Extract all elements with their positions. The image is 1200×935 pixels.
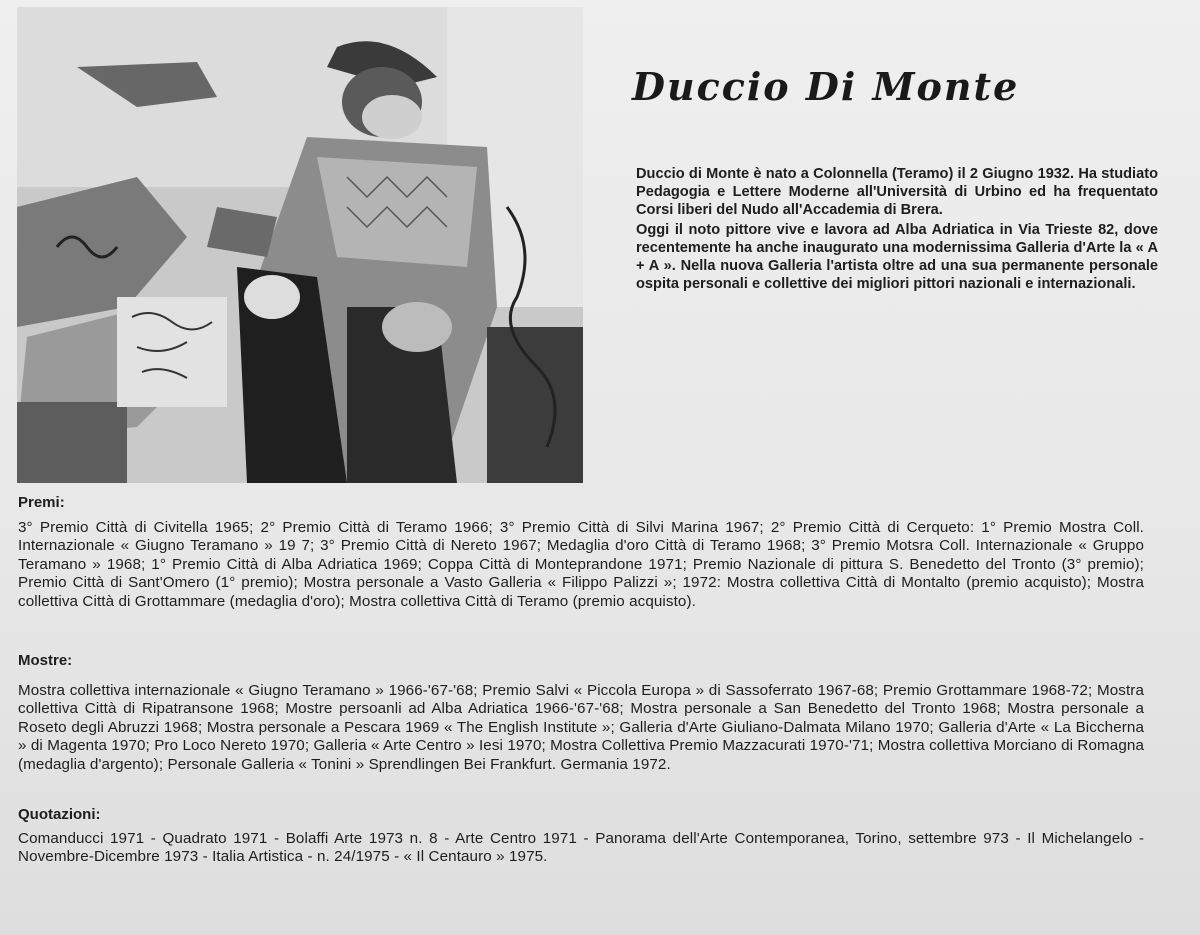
- bio-paragraph-2: Oggi il noto pittore vive e lavora ad Alba Adriatica in Via Trieste 82, dove recentemente ha anche inaugurato una modernissima Galleria d'Arte la « A + A ». Nella nuova Galleria l'artista oltre ad una sua permanente personale ospita personali e collettive dei migliori pittori nazionali e internazionali.: [636, 222, 1158, 292]
- artwork-photo: [17, 7, 583, 483]
- artist-name-title: Duccio Di Monte: [632, 64, 1020, 109]
- mostre-heading: Mostre:: [18, 652, 73, 669]
- painting-image: [17, 7, 583, 483]
- quotazioni-text: Comanducci 1971 - Quadrato 1971 - Bolaffi Arte 1973 n. 8 - Arte Centro 1971 - Panorama dell'Arte Contemporanea, Torino, settembre 973 - Il Michelangelo - Novembre-Dicembre 1973 - Italia Artistica - n. 24/1975 - « Il Centauro » 1975.: [18, 830, 1144, 866]
- mostre-text: Mostra collettiva internazionale « Giugno Teramano » 1966-'67-'68; Premio Salvi « Piccola Europa » di Sassoferrato 1967-68; Premio Grottammare 1968-72; Mostra collettiva Città di Ripatransone 1968; Mostre persoanli ad Alba Adriatica 1966-'67-'68; Mostra personale a San Benedetto del Tronto 1968; Mostra personale a Roseto degli Abruzzi 1968; Mostra personale a Pescara 1969 « The English Institute »; Galleria d'Arte Giuliano-Dalmata Milano 1970; Galleria d'Arte « La Biccherna » di Magenta 1970; Pro Loco Nereto 1970; Galleria « Arte Centro » Iesi 1970; Mostra Collettiva Premio Mazzacurati 1970-'71; Mostra collettiva Morciano di Romagna (medaglia d'argento); Personale Galleria « Tonini » Sprendlingen Bei Frankfurt. Germania 1972.: [18, 682, 1144, 773]
- premi-heading: Premi:: [18, 494, 65, 511]
- premi-text: 3° Premio Città di Civitella 1965; 2° Premio Città di Teramo 1966; 3° Premio Città di Silvi Marina 1967; 2° Premio Città di Cerqueto: 1° Premio Mostra Coll. Internazionale « Giugno Teramano » 19 7; 3° Premio Città di Nereto 1967; Medaglia d'oro Città di Teramo 1968; 3° Premio Motsra Coll. Internazionale « Gruppo Teramano » 1968; 1° Premio Città di Alba Adriatica 1969; Coppa Città di Monteprandone 1971; Premio Nazionale di pittura S. Benedetto del Tronto (3° premio); Premio Città di Sant'Omero (1° premio); Mostra personale a Vasto Galleria « Filippo Palizzi »; 1972: Mostra collettiva Città di Montalto (premio acquisto); Mostra collettiva Città di Grottammare (medaglia d'oro); Mostra collettiva Città di Teramo (premio acquisto).: [18, 519, 1144, 610]
- artist-biography: [636, 165, 1158, 295]
- bio-paragraph-1: Duccio di Monte è nato a Colonnella (Teramo) il 2 Giugno 1932. Ha studiato Pedagogia e Lettere Moderne all'Università di Urbino ed ha frequentato Corsi liberi del Nudo all'Accademia di Brera.: [636, 166, 1158, 218]
- quotazioni-heading: Quotazioni:: [18, 806, 101, 823]
